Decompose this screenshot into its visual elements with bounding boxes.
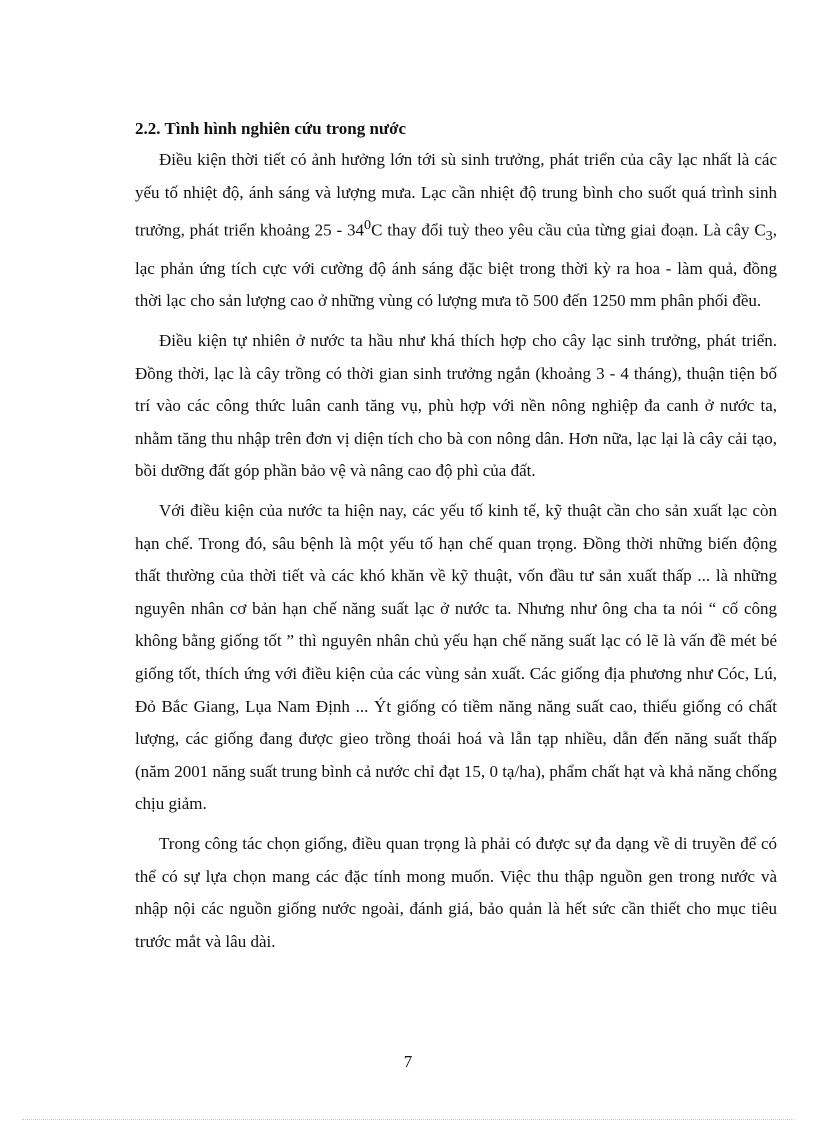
paragraph-2: Điều kiện tự nhiên ở nước ta hầu như khá thích hợp cho cây lạc sinh trưởng, phát triển. Đồng thời, lạc là cây trồng có thời gian sinh trưởng ngắn (khoảng 3 - 4 tháng), thuận tiện bố trí vào các công thức luân canh tăng vụ, phù hợp với nền nông nghiệp đa canh ở nước ta, nhằm tăng thu nhập trên đơn vị diện tích cho bà con nông dân. Hơn nữa, lạc lại là cây cải tạo, bồi dưỡng đất góp phần bảo vệ và nâng cao độ phì của đất. bbox=[135, 331, 777, 481]
paragraph-4: Trong công tác chọn giống, điều quan trọng là phải có được sự đa dạng về di truyền để có thể có sự lựa chọn mang các đặc tính mong muốn. Việc thu thập nguồn gen trong nước và nhập nội các nguồn giống nước ngoài, đánh giá, bảo quản là hết sức cần thiết cho mục tiêu trước mắt và lâu dài. bbox=[135, 833, 777, 951]
paragraph-1-part-1: Điều kiện thời tiết có ảnh hưởng lớn tới sù sinh trưởng, phát triển của cây lạc nhất là các yếu tố nhiệt độ, ánh sáng và lượng mưa. Lạc cần nhiệt độ trung bình cho suốt quá trình sinh trưởng, phát triển khoảng 25 - 34 bbox=[135, 150, 777, 240]
c3-subscript: 3 bbox=[765, 228, 773, 245]
paragraph-1-part-3: , lạc phản ứng tích cực với cường độ ánh sáng đặc biệt trong thời kỳ ra hoa - làm quả, đồng thời lạc cho sản lượng cao ở những vùng có lượng mưa tõ 500 đến 1250 mm phân phối đều. bbox=[135, 220, 777, 311]
page-bottom-divider bbox=[22, 1119, 794, 1120]
paragraph-3: Với điều kiện của nước ta hiện nay, các yếu tố kinh tế, kỹ thuật cần cho sản xuất lạc còn hạn chế. Trong đó, sâu bệnh là một yếu tố hạn chế quan trọng. Đồng thời những biến động thất thường của thời tiết và các khó khăn về kỹ thuật, vốn đầu tư sản xuất thấp ... là những nguyên nhân cơ bản hạn chế năng suất lạc ở nước ta. Nhưng như ông cha ta nói “ cố công không bằng giống tốt ” thì nguyên nhân chủ yếu hạn chế năng suất lạc có lẽ là vấn đề mét bé giống tốt, thích ứng với điều kiện của các vùng sản xuất. Các giống địa phương như Cóc, Lú, Đỏ Bắc Giang, Lụa Nam Định ... Ýt giống có tiềm năng năng suất cao, thiếu giống có chất lượng, các giống đang được gieo trồng thoái hoá và lẫn tạp nhiều, dẫn đến năng suất thấp (năm 2001 năng suất trung bình cả nước chỉ đạt 15, 0 tạ/ha), phẩm chất hạt và khả năng chống chịu giảm. bbox=[135, 500, 777, 814]
paragraph-1-part-2: C thay đổi tuỳ theo yêu cầu của từng giai đoạn. Là cây C bbox=[371, 220, 766, 240]
page-number: 7 bbox=[403, 1052, 413, 1071]
document-page bbox=[135, 112, 777, 965]
paragraph-1 bbox=[135, 144, 777, 318]
section-heading: 2.2. Tình hình nghiên cứu trong nước bbox=[135, 119, 407, 138]
temperature-superscript: 0 bbox=[364, 217, 372, 234]
